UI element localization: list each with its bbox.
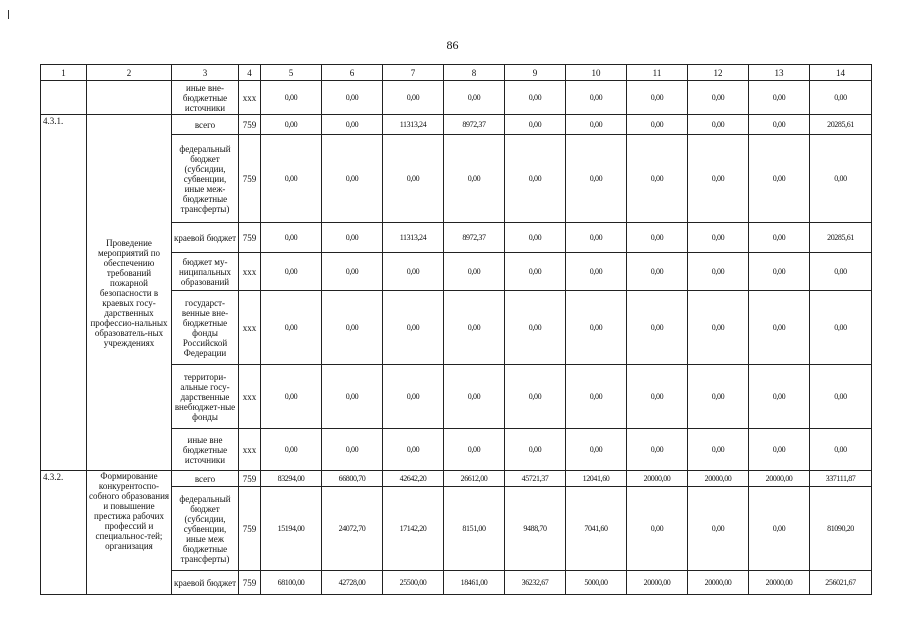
- funding-source: иные вне бюджетные источники: [172, 429, 239, 471]
- value-cell: 0,00: [322, 81, 383, 115]
- funding-source: краевой бюджет: [172, 571, 239, 595]
- value-cell: 0,00: [749, 253, 810, 291]
- value-cell: 0,00: [505, 81, 566, 115]
- value-cell: 20000,00: [688, 571, 749, 595]
- value-cell: 0,00: [505, 223, 566, 253]
- value-cell: 9488,70: [505, 487, 566, 571]
- value-cell: 0,00: [444, 365, 505, 429]
- value-cell: 0,00: [505, 135, 566, 223]
- budget-code: xxx: [239, 429, 261, 471]
- header-cell: 4: [239, 65, 261, 81]
- value-cell: 0,00: [810, 81, 872, 115]
- item-name: Проведение мероприятий по обеспечению требований пожарной безопасности в краевых госу-дарственных профессио-нальных образователь-ных учреждениях: [87, 115, 172, 471]
- scan-mark: [8, 10, 9, 19]
- value-cell: 20000,00: [749, 571, 810, 595]
- value-cell: 0,00: [505, 365, 566, 429]
- value-cell: 0,00: [566, 429, 627, 471]
- value-cell: 0,00: [688, 81, 749, 115]
- budget-code: 759: [239, 487, 261, 571]
- value-cell: 11313,24: [383, 223, 444, 253]
- value-cell: 42642,20: [383, 471, 444, 487]
- value-cell: 12041,60: [566, 471, 627, 487]
- table-row: [41, 471, 872, 487]
- value-cell: 0,00: [322, 253, 383, 291]
- value-cell: 0,00: [261, 365, 322, 429]
- value-cell: 0,00: [810, 429, 872, 471]
- value-cell: 0,00: [810, 253, 872, 291]
- header-cell: 13: [749, 65, 810, 81]
- item-name: Формирование конкурентоспо-собного образования и повышение престижа рабочих профессий и специальнос-тей; организация: [87, 471, 172, 595]
- value-cell: 25500,00: [383, 571, 444, 595]
- value-cell: 45721,37: [505, 471, 566, 487]
- funding-source: краевой бюджет: [172, 223, 239, 253]
- value-cell: 0,00: [322, 223, 383, 253]
- table-row: [41, 115, 872, 135]
- value-cell: 0,00: [749, 115, 810, 135]
- value-cell: 8972,37: [444, 115, 505, 135]
- value-cell: 68100,00: [261, 571, 322, 595]
- value-cell: 0,00: [627, 253, 688, 291]
- funding-source: федеральный бюджет (субсидии, субвенции, иные меж бюджетные трансферты): [172, 487, 239, 571]
- value-cell: 20000,00: [749, 471, 810, 487]
- value-cell: 0,00: [688, 223, 749, 253]
- budget-code: 759: [239, 115, 261, 135]
- value-cell: 0,00: [322, 291, 383, 365]
- value-cell: 0,00: [444, 253, 505, 291]
- value-cell: 0,00: [444, 429, 505, 471]
- header-cell: 14: [810, 65, 872, 81]
- value-cell: 0,00: [749, 291, 810, 365]
- value-cell: 0,00: [627, 135, 688, 223]
- value-cell: 0,00: [749, 135, 810, 223]
- value-cell: 17142,20: [383, 487, 444, 571]
- value-cell: 20285,61: [810, 223, 872, 253]
- value-cell: 36232,67: [505, 571, 566, 595]
- value-cell: 0,00: [261, 223, 322, 253]
- item-name: [87, 81, 172, 115]
- budget-code: xxx: [239, 365, 261, 429]
- item-code: 4.3.2.: [41, 471, 87, 595]
- funding-source: всего: [172, 471, 239, 487]
- value-cell: 0,00: [444, 291, 505, 365]
- value-cell: 0,00: [566, 115, 627, 135]
- value-cell: 0,00: [261, 115, 322, 135]
- value-cell: 0,00: [383, 81, 444, 115]
- value-cell: 0,00: [749, 365, 810, 429]
- budget-code: 759: [239, 223, 261, 253]
- value-cell: 0,00: [749, 487, 810, 571]
- value-cell: 0,00: [566, 291, 627, 365]
- value-cell: 0,00: [627, 115, 688, 135]
- value-cell: 0,00: [566, 135, 627, 223]
- value-cell: 66800,70: [322, 471, 383, 487]
- funding-source: всего: [172, 115, 239, 135]
- value-cell: 0,00: [383, 135, 444, 223]
- budget-code: xxx: [239, 291, 261, 365]
- value-cell: 0,00: [688, 135, 749, 223]
- budget-code: 759: [239, 571, 261, 595]
- value-cell: 5000,00: [566, 571, 627, 595]
- value-cell: 0,00: [688, 487, 749, 571]
- value-cell: 0,00: [383, 365, 444, 429]
- header-cell: 8: [444, 65, 505, 81]
- value-cell: 0,00: [749, 429, 810, 471]
- value-cell: 0,00: [322, 135, 383, 223]
- value-cell: 0,00: [261, 429, 322, 471]
- funding-source: бюджет му-ниципальных образований: [172, 253, 239, 291]
- budget-code: xxx: [239, 81, 261, 115]
- header-cell: 12: [688, 65, 749, 81]
- value-cell: 0,00: [627, 291, 688, 365]
- value-cell: 0,00: [505, 115, 566, 135]
- value-cell: 0,00: [627, 429, 688, 471]
- value-cell: 11313,24: [383, 115, 444, 135]
- value-cell: 24072,70: [322, 487, 383, 571]
- value-cell: 18461,00: [444, 571, 505, 595]
- funding-source: государст-венные вне-бюджетные фонды Российской Федерации: [172, 291, 239, 365]
- value-cell: 0,00: [505, 253, 566, 291]
- value-cell: 20285,61: [810, 115, 872, 135]
- value-cell: 0,00: [444, 81, 505, 115]
- value-cell: 337111,87: [810, 471, 872, 487]
- value-cell: 0,00: [810, 365, 872, 429]
- value-cell: 0,00: [566, 81, 627, 115]
- value-cell: 20000,00: [627, 571, 688, 595]
- value-cell: 20000,00: [627, 471, 688, 487]
- header-cell: 11: [627, 65, 688, 81]
- value-cell: 0,00: [810, 291, 872, 365]
- value-cell: 0,00: [383, 429, 444, 471]
- header-cell: 6: [322, 65, 383, 81]
- value-cell: 0,00: [505, 291, 566, 365]
- header-cell: 1: [41, 65, 87, 81]
- value-cell: 0,00: [444, 135, 505, 223]
- value-cell: 0,00: [688, 429, 749, 471]
- budget-code: 759: [239, 135, 261, 223]
- value-cell: 15194,00: [261, 487, 322, 571]
- value-cell: 0,00: [261, 135, 322, 223]
- header-cell: 10: [566, 65, 627, 81]
- value-cell: 0,00: [810, 135, 872, 223]
- value-cell: 83294,00: [261, 471, 322, 487]
- value-cell: 0,00: [261, 291, 322, 365]
- value-cell: 0,00: [322, 429, 383, 471]
- table-row: [41, 81, 872, 115]
- value-cell: 0,00: [261, 253, 322, 291]
- header-cell: 7: [383, 65, 444, 81]
- header-cell: 9: [505, 65, 566, 81]
- budget-code: 759: [239, 471, 261, 487]
- value-cell: 0,00: [383, 253, 444, 291]
- value-cell: 0,00: [627, 487, 688, 571]
- value-cell: 0,00: [688, 115, 749, 135]
- value-cell: 8972,37: [444, 223, 505, 253]
- page-number: 86: [446, 38, 459, 52]
- header-cell: 2: [87, 65, 172, 81]
- header-cell: 5: [261, 65, 322, 81]
- value-cell: 0,00: [383, 291, 444, 365]
- value-cell: 0,00: [505, 429, 566, 471]
- value-cell: 0,00: [749, 223, 810, 253]
- value-cell: 0,00: [627, 223, 688, 253]
- value-cell: 0,00: [688, 291, 749, 365]
- value-cell: 0,00: [322, 115, 383, 135]
- value-cell: 0,00: [627, 365, 688, 429]
- value-cell: 0,00: [627, 81, 688, 115]
- item-code: [41, 81, 87, 115]
- value-cell: 7041,60: [566, 487, 627, 571]
- value-cell: 0,00: [688, 253, 749, 291]
- value-cell: 8151,00: [444, 487, 505, 571]
- header-cell: 3: [172, 65, 239, 81]
- value-cell: 42728,00: [322, 571, 383, 595]
- funding-source: иные вне-бюджетные источники: [172, 81, 239, 115]
- value-cell: 81090,20: [810, 487, 872, 571]
- value-cell: 20000,00: [688, 471, 749, 487]
- header-row: [41, 65, 872, 81]
- value-cell: 0,00: [261, 81, 322, 115]
- value-cell: 0,00: [566, 365, 627, 429]
- funding-source: территори-альные госу-дарственные внебюджет-ные фонды: [172, 365, 239, 429]
- value-cell: 256021,67: [810, 571, 872, 595]
- value-cell: 0,00: [566, 223, 627, 253]
- budget-table: [40, 64, 872, 595]
- budget-code: xxx: [239, 253, 261, 291]
- value-cell: 26612,00: [444, 471, 505, 487]
- item-code: 4.3.1.: [41, 115, 87, 471]
- funding-source: федеральный бюджет (субсидии, субвенции, иные меж-бюджетные трансферты): [172, 135, 239, 223]
- value-cell: 0,00: [322, 365, 383, 429]
- value-cell: 0,00: [566, 253, 627, 291]
- value-cell: 0,00: [749, 81, 810, 115]
- value-cell: 0,00: [688, 365, 749, 429]
